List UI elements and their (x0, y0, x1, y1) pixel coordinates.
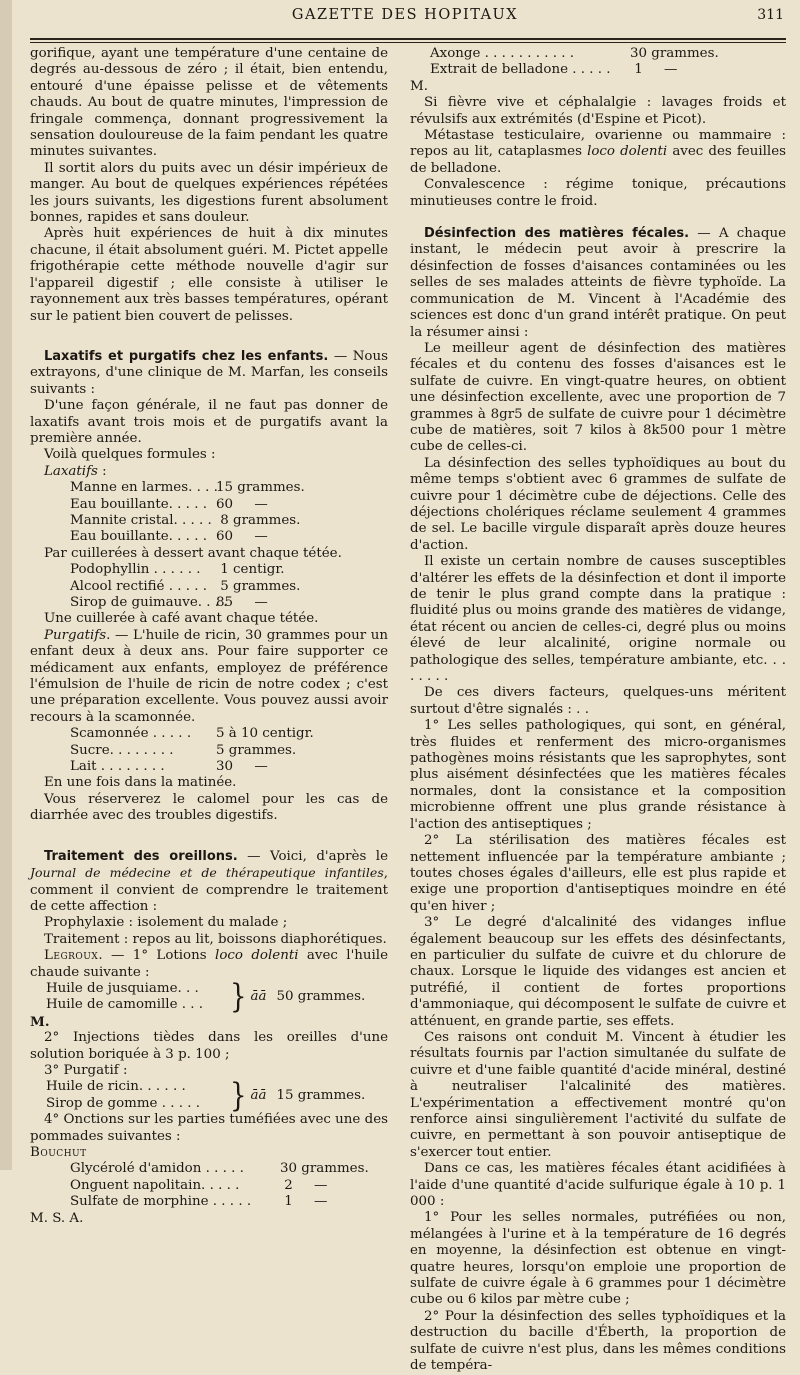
paragraph: Par cuillerées à dessert avant chaque tétée. (44, 545, 342, 561)
journal-title: GAZETTE DES HOPITAUX (291, 7, 519, 23)
paragraph: D'une façon générale, il ne faut pas donner de laxatifs avant trois mois et de purgatifs avant la première année. (30, 398, 388, 446)
formula-line: Sulfate de morphine . . . . . 1 — (70, 1194, 328, 1210)
section-oreillons: Traitement des oreillons. — Voici, d'après le Journal de médecine et de thérapeutique infantiles, comment il convient de comprendre le traitement de cette affection : (30, 848, 389, 914)
paragraph: Vous réserverez le calomel pour les cas de diarrhée avec des troubles digestifs. (30, 791, 388, 824)
paragraph: Prophylaxie : isolement du malade ; (44, 915, 288, 931)
formula-line: Sucre. . . . . . . . 5 grammes. (70, 742, 297, 758)
formula-line: Eau bouillante. . . . . 60 — (70, 529, 268, 545)
section-heading: Désinfection des matières fécales. (424, 226, 690, 242)
brace-glyph: } (230, 978, 247, 1017)
section-heading: Traitement des oreillons. (44, 848, 238, 864)
paragraph: 2° Injections tièdes dans les oreilles d'une solution boriquée à 3 p. 100 ; (30, 1030, 388, 1062)
page-number: 311 (757, 7, 784, 23)
paragraph: Voilà quelques formules : (44, 447, 216, 463)
formula-line: Axonge . . . . . . . . . . . 30 grammes. (430, 46, 719, 61)
formula-line: Alcool rectifié . . . . . 5 grammes. (70, 578, 301, 594)
formula-line: Scamonnée . . . . . 5 à 10 centigr. (70, 726, 314, 742)
paragraph: Il sortit alors du puits avec un désir impérieux de manger. Au bout de quelques expériences répétées les jours suivants, les digestions furent absolument bonnes, rapides et sans douleur. (30, 160, 388, 226)
mix-mark: M. (30, 1013, 50, 1030)
formula-line: Extrait de belladone . . . . . 1 — (430, 62, 678, 78)
section-desinfection: Désinfection des matières fécales. — A chaque instant, le médecin peut avoir à prescrire la désinfection de fosses d'aisances contaminées ou les selles de ses malades atteints de fièvre typhoïde. La communication de M. Vincent à l'Académie des sciences est donc d'un grand intérêt pratique. On peut la résumer ainsi : (410, 226, 787, 340)
paragraph: De ces divers facteurs, quelques-uns méritent surtout d'être signalés : . . (410, 685, 786, 717)
paragraph: Dans ce cas, les matières fécales étant acidifiées à l'aide d'une quantité d'acide sulfurique égale à 10 p. 1 000 : (410, 1161, 786, 1210)
formula-line: Manne en larmes. . . . 15 grammes. (70, 480, 305, 496)
formula-line: Sirop de guimauve. . . . 85 — (70, 595, 268, 610)
page-gutter (0, 0, 12, 1170)
paragraph-legroux: Legroux. — 1° Lotions loco dolenti avec l'huile chaude suivante : (30, 948, 388, 980)
paragraph: En une fois dans la matinée. (44, 775, 237, 791)
section-laxatifs: Laxatifs et purgatifs chez les enfants. — Nous extrayons, d'une clinique de M. Marfan, les conseils suivants : (30, 348, 388, 397)
formula-brace: Huile de jusquiame. . . Huile de camomille . . . } āā 50 grammes. (46, 978, 366, 1017)
paragraph: Le meilleur agent de désinfection des matières fécales et du contenu des fosses d'aisances est le sulfate de cuivre. En vingt-quatre heures, on obtient une désinfection excellente, avec une proportion de 7 grammes à 8gr5 de sulfate de cuivre pour 1 décimètre cube de matières, soit 7 kilos à 8k500 pour 1 mètre cube de celles-ci. (410, 340, 786, 455)
signature-msa: M. S. A. (30, 1210, 84, 1226)
formula-line: Lait . . . . . . . . 30 — (70, 759, 268, 775)
paragraph: Après huit expériences de huit à dix minutes chacune, il était absolument guéri. M. Pictet appelle frigothérapie cette méthode nouvelle d'agir sur l'appareil digestif ; elle consiste à utiliser le rayonnement aux très basses températures, opérant sur le patient bien couvert de pelisses. (30, 226, 388, 324)
paragraph: La désinfection des selles typhoïdiques au bout du même temps s'obtient avec 6 grammes de sulfate de cuivre pour 1 décimètre cube de déjections. Celle des déjections cholériques réclame seulement 4 grammes de sel. Le bacille virgule disparaît après douze heures d'action. (410, 455, 786, 553)
paragraph: Ces raisons ont conduit M. Vincent à étudier les résultats fournis par l'action simultanée du sulfate de cuivre et d'une faible quantité d'acide minéral, destiné à neutraliser l'alcalinité des matières. L'expérimentation a effectivement montré qu'on renforce ainsi singulièrement l'activité du sulfate de cuivre, en permettant à son pouvoir antiseptique de s'exercer tout entier. (410, 1029, 786, 1160)
formula-line: Glycérolé d'amidon . . . . . 30 grammes. (70, 1161, 369, 1177)
paragraph: Une cuillerée à café avant chaque tétée. (44, 611, 319, 627)
author-bouchut: Bouchut (30, 1145, 87, 1160)
paragraph: Traitement : repos au lit, boissons diaphorétiques. (44, 931, 387, 947)
paragraph: Il existe un certain nombre de causes susceptibles d'altérer les effets de la désinfection et dont il importe de tenir le plus grand compte dans la pratique : fluidité plus ou moins grande des matières de vidange, état récent ou ancien de celles-ci, degré plus ou moins élevé de leur alcalinité, origine normale ou pathologique des selles, température ambiante, etc. . . . . . . . (410, 554, 786, 685)
paragraph: 2° Pour la désinfection des selles typhoïdiques et la destruction du bacille d'Éberth, la proportion de sulfate de cuivre n'est plus, dans les mêmes conditions de tempéra- (410, 1308, 786, 1374)
right-column (410, 46, 786, 1375)
paragraph: Si fièvre vive et céphalalgie : lavages froids et révulsifs aux extrémités (d'Espine et Picot). (410, 95, 786, 127)
paragraph: gorifique, ayant une température d'une centaine de degrés au-dessous de zéro ; il était, bien entendu, entouré d'une épaisse pelisse et de vêtements chauds. Au bout de quatre minutes, l'impression de fringale commença, donnant progressivement la sensation douloureuse de la faim pendant les quatre minutes suivantes. (30, 46, 388, 160)
paragraph: 1° Pour les selles normales, putréfiées ou non, mélangées à l'urine et à la température de 16 degrés en moyenne, la désinfection est obtenue en vingt-quatre heures, lorsqu'on emploie une proportion de sulfate de cuivre égale à 6 grammes pour 1 décimètre cube ou 6 kilos par mètre cube ; (410, 1210, 786, 1308)
paragraph: 3° Le degré d'alcalinité des vidanges influe également beaucoup sur les effets des désinfectants, en particulier du sulfate de cuivre et du chlorure de chaux. Lorsque le liquide des vidanges est ancien et putréfié, il contient de fortes proportions d'ammoniaque, qui décomposent le sulfate de cuivre et atténuent, en grande partie, ses effets. (410, 915, 786, 1029)
paragraph: 3° Purgatif : (44, 1062, 128, 1078)
page-header (20, 4, 790, 28)
paragraph: Métastase testiculaire, ovarienne ou mammaire : repos au lit, cataplasmes loco dolenti avec des feuilles de belladone. (410, 128, 786, 176)
paragraph-purgatifs: Purgatifs. — L'huile de ricin, 30 grammes pour un enfant deux à deux ans. Pour faire supporter ce médicament aux enfants, employez de préférence l'émulsion de l'huile de ricin de notre codex ; c'est une préparation excellente. Vous pouvez aussi avoir recours à la scamonnée. (30, 627, 388, 725)
paragraph: Convalescence : régime tonique, précautions minutieuses contre le froid. (410, 177, 786, 209)
section-heading: Laxatifs et purgatifs chez les enfants. (44, 348, 329, 364)
header-rule-thin (30, 42, 786, 43)
paragraph: 2° La stérilisation des matières fécales est nettement influencée par la température ambiante ; toutes choses égales d'ailleurs, elle est plus rapide et exige une proportion d'antiseptiques moindre en été qu'en hiver ; (410, 833, 786, 914)
mix-mark: M. (410, 78, 428, 94)
formula-line: Mannite cristal. . . . . 8 grammes. (70, 512, 301, 528)
formula-line: Podophyllin . . . . . . 1 centigr. (70, 562, 285, 578)
paragraph: 4° Onctions sur les parties tuméfiées avec une des pommades suivantes : (30, 1112, 388, 1144)
subheading: Laxatifs : (44, 463, 107, 479)
header-rule-thick (30, 38, 786, 40)
formula-brace: Huile de ricin. . . . . . Sirop de gomme . . . . . } āā 15 grammes. (46, 1077, 366, 1115)
paragraph: 1° Les selles pathologiques, qui sont, en général, très fluides et renferment des micro-organismes pathogènes moins résistants que les saprophytes, sont plus aisément désinfectées que les matières fécales normales, dont la consistance et la composition microbienne offrent une plus grande résistance à l'action des antiseptiques ; (410, 718, 786, 832)
formula-line: Onguent napolitain. . . . . 2 — (70, 1177, 328, 1193)
left-column (30, 46, 388, 1227)
formula-line: Eau bouillante. . . . . 60 — (70, 496, 268, 512)
brace-glyph: } (230, 1077, 247, 1115)
